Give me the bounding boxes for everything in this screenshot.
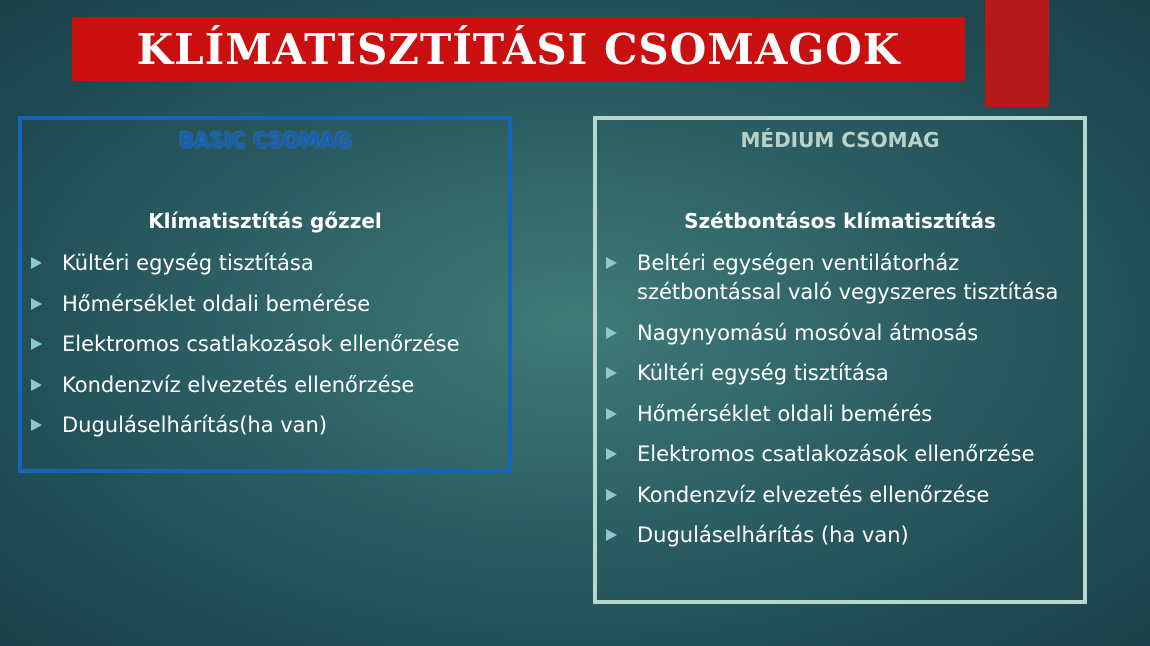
triangle-bullet-icon [31, 257, 42, 269]
list-item [31, 411, 511, 440]
medium-package-list [606, 249, 1084, 562]
list-item-text: Kültéri egység tisztítása [637, 361, 889, 385]
triangle-bullet-icon [606, 529, 617, 541]
list-item [31, 330, 511, 359]
list-item-text: Duguláselhárítás(ha van) [62, 413, 328, 437]
list-item-text: Hőmérséklet oldali bemérés [637, 401, 933, 426]
slide-title: KLÍMATISZTÍTÁSI CSOMAGOK [136, 24, 901, 74]
triangle-bullet-icon [606, 257, 617, 269]
medium-package-box [593, 116, 1087, 604]
list-item [606, 481, 1084, 510]
list-item [31, 249, 511, 278]
list-item [606, 521, 1084, 550]
basic-package-list [31, 249, 511, 452]
medium-package-subtitle: Szétbontásos klímatisztítás [684, 209, 996, 233]
accent-bar [985, 0, 1049, 107]
list-item-text: Kültéri egység tisztítása [62, 251, 314, 275]
basic-package-subtitle: Klímatisztítás gőzzel [148, 209, 382, 233]
title-banner [72, 17, 965, 81]
list-item-text: Beltéri egységen ventilátorház szétbontással való vegyszeres tisztítása [637, 251, 1059, 304]
list-item-text: Elektromos csatlakozások ellenőrzése [637, 442, 1035, 466]
list-item [31, 371, 511, 400]
list-item-text: Hőmérséklet oldali bemérése [62, 291, 371, 316]
list-item [31, 290, 511, 319]
triangle-bullet-icon [606, 489, 617, 501]
list-item [606, 359, 1084, 388]
triangle-bullet-icon [606, 327, 617, 339]
triangle-bullet-icon [606, 367, 617, 379]
medium-package-heading: MÉDIUM CSOMAG [740, 128, 940, 152]
triangle-bullet-icon [31, 298, 42, 310]
list-item [606, 249, 1084, 307]
list-item [606, 400, 1084, 429]
triangle-bullet-icon [606, 408, 617, 420]
triangle-bullet-icon [31, 338, 42, 350]
basic-package-heading: BASIC CSOMAG [178, 128, 352, 152]
list-item-text: Kondenzvíz elvezetés ellenőrzése [62, 372, 415, 397]
triangle-bullet-icon [31, 379, 42, 391]
triangle-bullet-icon [31, 419, 42, 431]
list-item [606, 440, 1084, 469]
list-item [606, 319, 1084, 348]
list-item-text: Kondenzvíz elvezetés ellenőrzése [637, 482, 990, 507]
triangle-bullet-icon [606, 448, 617, 460]
list-item-text: Elektromos csatlakozások ellenőrzése [62, 332, 460, 356]
basic-package-box [18, 116, 512, 473]
list-item-text: Nagynyomású mosóval átmosás [637, 320, 979, 345]
list-item-text: Duguláselhárítás (ha van) [637, 523, 909, 547]
